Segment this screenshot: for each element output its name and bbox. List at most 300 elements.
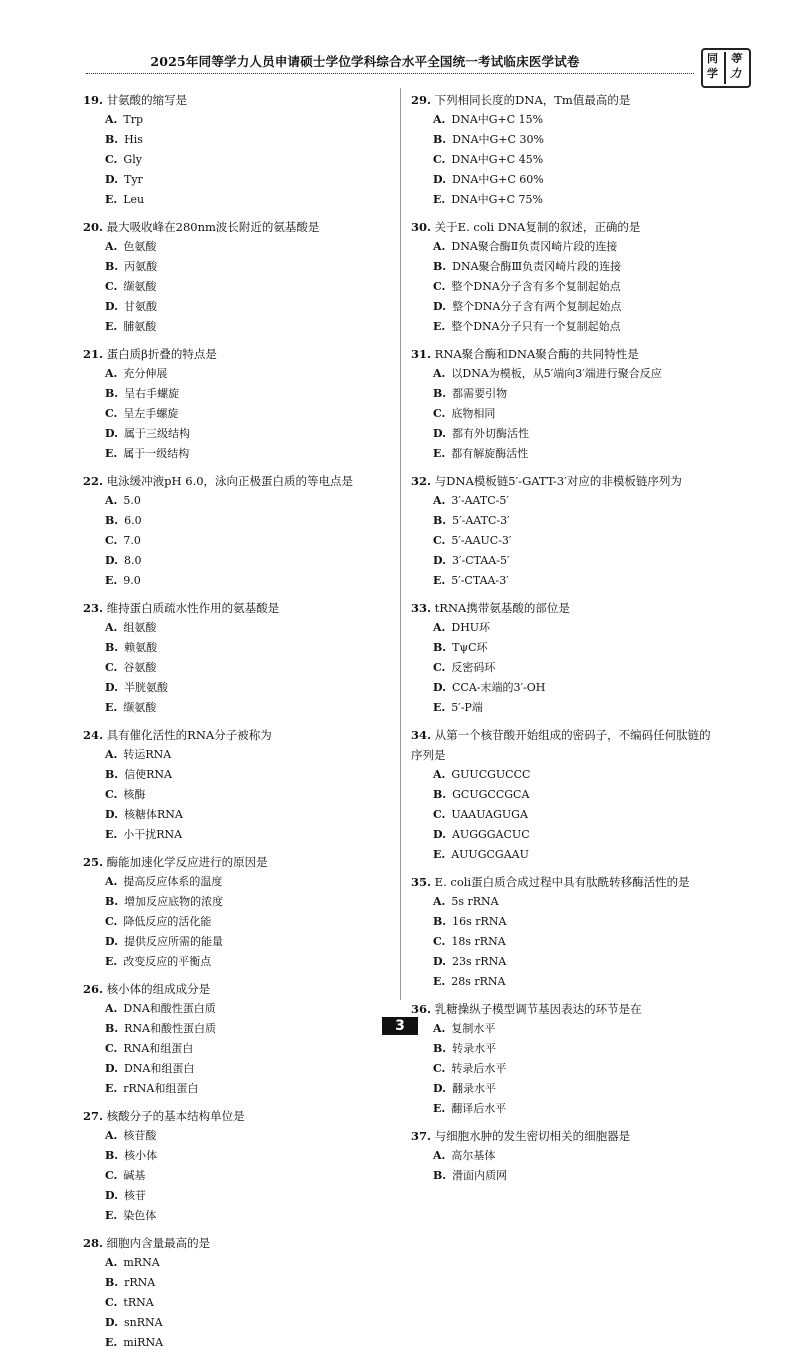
question-gap bbox=[411, 992, 711, 999]
option-d bbox=[105, 678, 255, 698]
question-stem bbox=[83, 725, 388, 745]
option-text: 赖氨酸 bbox=[124, 641, 158, 654]
question-33 bbox=[411, 598, 711, 718]
option-letter: C. bbox=[433, 808, 446, 821]
question-34 bbox=[411, 725, 711, 865]
option-letter: E. bbox=[433, 848, 446, 861]
option-letter: B. bbox=[433, 514, 447, 527]
question-22 bbox=[83, 471, 388, 591]
option-text: 半胱氨酸 bbox=[123, 681, 168, 694]
question-37 bbox=[411, 1126, 711, 1186]
option-a bbox=[433, 364, 703, 384]
question-32 bbox=[411, 471, 711, 591]
option-text: DNA中G+C 15% bbox=[451, 113, 544, 126]
option-letter: D. bbox=[105, 427, 118, 440]
question-gap bbox=[411, 718, 711, 725]
option-b bbox=[105, 130, 255, 150]
option-letter: E. bbox=[105, 1082, 118, 1095]
publisher-logo bbox=[701, 48, 751, 88]
question-gap bbox=[411, 337, 711, 344]
option-letter: C. bbox=[105, 407, 118, 420]
option-text: 都有外切酶活性 bbox=[451, 427, 529, 440]
option-b bbox=[433, 511, 583, 531]
question-number: 19. bbox=[83, 93, 104, 107]
option-letter: E. bbox=[105, 701, 118, 714]
option-text: AUUGCGAAU bbox=[451, 848, 529, 861]
option-text: Leu bbox=[123, 193, 145, 206]
option-text: RNA和组蛋白 bbox=[123, 1042, 194, 1055]
option-e bbox=[105, 1079, 385, 1099]
option-letter: A. bbox=[433, 1022, 446, 1035]
option-text: 5.0 bbox=[123, 494, 141, 507]
option-list bbox=[411, 1146, 711, 1186]
question-text: tRNA携带氨基酸的部位是 bbox=[434, 601, 570, 615]
option-text: GUUCGUCCC bbox=[451, 768, 531, 781]
option-text: DNA中G+C 75% bbox=[451, 193, 543, 206]
option-letter: A. bbox=[105, 748, 118, 761]
question-stem bbox=[411, 999, 711, 1019]
option-letter: B. bbox=[105, 895, 119, 908]
option-letter: D. bbox=[105, 554, 118, 567]
option-text: 7.0 bbox=[123, 534, 141, 547]
option-e bbox=[433, 571, 703, 591]
option-letter: B. bbox=[433, 1169, 447, 1182]
question-stem bbox=[411, 872, 711, 892]
option-text: 翻译后水平 bbox=[451, 1102, 507, 1115]
option-letter: D. bbox=[105, 300, 118, 313]
header-dotted-rule bbox=[86, 73, 694, 74]
option-text: DNA中G+C 30% bbox=[452, 133, 544, 146]
option-e bbox=[105, 1206, 385, 1226]
option-c bbox=[105, 912, 385, 932]
option-text: 小干扰RNA bbox=[123, 828, 183, 841]
option-letter: B. bbox=[105, 1276, 119, 1289]
question-number: 28. bbox=[83, 1236, 104, 1250]
option-letter: D. bbox=[433, 828, 446, 841]
option-letter: E. bbox=[433, 1102, 446, 1115]
question-gap bbox=[411, 1119, 711, 1126]
option-a bbox=[105, 1253, 255, 1273]
option-e bbox=[433, 444, 703, 464]
question-number: 26. bbox=[83, 982, 104, 996]
option-d bbox=[105, 805, 255, 825]
option-c bbox=[433, 805, 583, 825]
option-letter: C. bbox=[433, 407, 446, 420]
question-gap bbox=[411, 865, 711, 872]
option-text: DHU环 bbox=[451, 621, 491, 634]
option-text: RNA和酸性蛋白质 bbox=[124, 1022, 216, 1035]
question-35 bbox=[411, 872, 711, 992]
option-d bbox=[433, 424, 703, 444]
option-d bbox=[433, 952, 583, 972]
question-gap bbox=[83, 337, 388, 344]
option-text: 28s rRNA bbox=[451, 975, 506, 988]
option-letter: A. bbox=[105, 1129, 118, 1142]
option-letter: A. bbox=[105, 367, 118, 380]
option-text: 核糖体RNA bbox=[123, 808, 183, 821]
option-letter: E. bbox=[433, 574, 446, 587]
option-letter: E. bbox=[433, 320, 446, 333]
option-b bbox=[433, 257, 703, 277]
question-gap bbox=[83, 464, 388, 471]
question-number: 22. bbox=[83, 474, 104, 488]
option-d bbox=[433, 825, 583, 845]
option-e bbox=[105, 698, 385, 718]
option-e bbox=[105, 317, 385, 337]
option-letter: D. bbox=[105, 1316, 118, 1329]
option-list bbox=[411, 237, 711, 337]
option-list bbox=[83, 491, 388, 591]
option-c bbox=[105, 1039, 385, 1059]
option-letter: B. bbox=[433, 788, 447, 801]
option-d bbox=[105, 424, 255, 444]
option-letter: D. bbox=[105, 1189, 118, 1202]
option-letter: C. bbox=[105, 788, 118, 801]
option-text: 碱基 bbox=[123, 1169, 146, 1182]
question-stem bbox=[411, 90, 711, 110]
option-letter: C. bbox=[433, 280, 446, 293]
option-e bbox=[105, 952, 385, 972]
option-letter: E. bbox=[105, 955, 118, 968]
question-text: 关于E. coli DNA复制的叙述，正确的是 bbox=[434, 220, 641, 234]
option-letter: A. bbox=[433, 621, 446, 634]
question-gap bbox=[83, 1099, 388, 1106]
option-e bbox=[433, 972, 703, 992]
question-number: 37. bbox=[411, 1129, 432, 1143]
option-letter: A. bbox=[105, 240, 118, 253]
option-letter: A. bbox=[105, 494, 118, 507]
option-letter: D. bbox=[433, 173, 446, 186]
question-text: 甘氨酸的缩写是 bbox=[106, 93, 188, 107]
option-letter: B. bbox=[105, 133, 119, 146]
option-d bbox=[105, 1186, 255, 1206]
option-text: 改变反应的平衡点 bbox=[123, 955, 212, 968]
option-b bbox=[433, 1166, 583, 1186]
option-text: 核小体 bbox=[124, 1149, 158, 1162]
option-text: 都需要引物 bbox=[452, 387, 508, 400]
option-a bbox=[433, 1146, 583, 1166]
question-gap bbox=[83, 210, 388, 217]
option-d bbox=[433, 678, 703, 698]
option-b bbox=[105, 1146, 255, 1166]
option-letter: C. bbox=[105, 1169, 118, 1182]
option-c bbox=[433, 277, 703, 297]
option-c bbox=[105, 150, 255, 170]
page-header-title: 2025年同等学力人员申请硕士学位学科综合水平全国统一考试临床医学试卷 bbox=[150, 54, 580, 69]
option-list bbox=[83, 237, 388, 337]
question-28 bbox=[83, 1233, 388, 1353]
option-letter: C. bbox=[105, 1042, 118, 1055]
option-text: miRNA bbox=[123, 1336, 164, 1349]
question-number: 25. bbox=[83, 855, 104, 869]
option-list bbox=[411, 110, 711, 210]
option-text: 转录水平 bbox=[452, 1042, 497, 1055]
option-text: 整个DNA分子含有多个复制起始点 bbox=[451, 280, 621, 293]
question-19 bbox=[83, 90, 388, 210]
option-e bbox=[105, 190, 385, 210]
left-column bbox=[83, 90, 388, 1360]
option-text: 复制水平 bbox=[451, 1022, 496, 1035]
option-a bbox=[105, 745, 255, 765]
option-text: 谷氨酸 bbox=[123, 661, 157, 674]
option-a bbox=[433, 491, 583, 511]
option-c bbox=[105, 1293, 255, 1313]
question-text: RNA聚合酶和DNA聚合酶的共同特性是 bbox=[434, 347, 639, 361]
option-b bbox=[105, 892, 385, 912]
question-gap bbox=[83, 1226, 388, 1233]
option-b bbox=[105, 765, 255, 785]
option-e bbox=[105, 1333, 385, 1353]
question-gap bbox=[411, 1186, 711, 1193]
option-a bbox=[433, 110, 703, 130]
option-letter: C. bbox=[105, 280, 118, 293]
question-text: 核酸分子的基本结构单位是 bbox=[106, 1109, 245, 1123]
question-text: 与细胞水肿的发生密切相关的细胞器是 bbox=[434, 1129, 631, 1143]
option-text: 充分伸展 bbox=[123, 367, 168, 380]
option-letter: B. bbox=[105, 641, 119, 654]
option-list bbox=[83, 999, 388, 1099]
option-text: 降低反应的活化能 bbox=[123, 915, 212, 928]
option-letter: D. bbox=[433, 427, 446, 440]
option-d bbox=[433, 170, 703, 190]
option-a bbox=[105, 491, 255, 511]
question-number: 34. bbox=[411, 728, 432, 742]
option-c bbox=[433, 150, 703, 170]
option-text: 属于一级结构 bbox=[123, 447, 190, 460]
option-a bbox=[433, 765, 583, 785]
option-c bbox=[433, 404, 703, 424]
option-text: AUGGGACUC bbox=[451, 828, 530, 841]
option-list bbox=[83, 110, 388, 210]
option-text: 9.0 bbox=[123, 574, 141, 587]
option-text: 23s rRNA bbox=[451, 955, 507, 968]
option-letter: C. bbox=[433, 661, 446, 674]
option-letter: B. bbox=[433, 1042, 447, 1055]
question-text: 核小体的组成成分是 bbox=[106, 982, 211, 996]
question-number: 27. bbox=[83, 1109, 104, 1123]
option-d bbox=[105, 170, 255, 190]
option-text: 都有解旋酶活性 bbox=[451, 447, 529, 460]
option-text: 8.0 bbox=[123, 554, 142, 567]
option-text: mRNA bbox=[123, 1256, 160, 1269]
logo-char: 同 bbox=[707, 52, 718, 65]
option-letter: B. bbox=[105, 1149, 119, 1162]
option-text: Gly bbox=[123, 153, 142, 166]
question-text: 与DNA模板链5′-GATT-3′对应的非模板链序列为 bbox=[434, 474, 682, 488]
option-a bbox=[433, 618, 703, 638]
option-a bbox=[433, 892, 583, 912]
question-text: 维持蛋白质疏水性作用的氨基酸是 bbox=[106, 601, 280, 615]
question-number: 36. bbox=[411, 1002, 432, 1016]
option-letter: D. bbox=[105, 681, 118, 694]
option-text: GCUGCCGCA bbox=[452, 788, 530, 801]
option-text: 甘氨酸 bbox=[123, 300, 157, 313]
question-stem bbox=[83, 344, 388, 364]
option-c bbox=[105, 531, 255, 551]
question-stem bbox=[411, 598, 711, 618]
option-a bbox=[433, 1019, 583, 1039]
option-text: snRNA bbox=[123, 1316, 163, 1329]
option-e bbox=[433, 698, 703, 718]
option-list bbox=[411, 765, 711, 865]
question-number: 30. bbox=[411, 220, 432, 234]
question-21 bbox=[83, 344, 388, 464]
question-gap bbox=[83, 845, 388, 852]
option-e bbox=[105, 444, 385, 464]
question-stem bbox=[411, 217, 711, 237]
option-list bbox=[83, 872, 388, 972]
option-list bbox=[83, 364, 388, 464]
question-31 bbox=[411, 344, 711, 464]
question-stem bbox=[411, 471, 711, 491]
option-letter: B. bbox=[433, 260, 447, 273]
question-number: 24. bbox=[83, 728, 104, 742]
option-text: 脯氨酸 bbox=[123, 320, 157, 333]
option-text: 核苷酸 bbox=[123, 1129, 157, 1142]
option-b bbox=[105, 1019, 385, 1039]
question-27 bbox=[83, 1106, 388, 1226]
column-divider bbox=[400, 88, 401, 1000]
option-text: TψC环 bbox=[452, 641, 488, 654]
question-25 bbox=[83, 852, 388, 972]
question-gap bbox=[83, 718, 388, 725]
option-b bbox=[105, 511, 255, 531]
question-stem bbox=[411, 725, 711, 765]
option-e bbox=[433, 845, 703, 865]
option-list bbox=[411, 618, 711, 718]
option-text: 3′-CTAA-5′ bbox=[451, 554, 510, 567]
option-text: DNA中G+C 60% bbox=[451, 173, 544, 186]
option-c bbox=[105, 404, 255, 424]
question-gap bbox=[83, 1353, 388, 1360]
option-a bbox=[105, 618, 255, 638]
question-26 bbox=[83, 979, 388, 1099]
option-letter: A. bbox=[433, 768, 446, 781]
option-text: 呈左手螺旋 bbox=[123, 407, 179, 420]
option-letter: B. bbox=[433, 915, 447, 928]
option-text: 5′-P端 bbox=[451, 701, 483, 714]
option-letter: E. bbox=[433, 447, 446, 460]
option-c bbox=[433, 932, 583, 952]
question-text: 细胞内含量最高的是 bbox=[106, 1236, 211, 1250]
option-letter: B. bbox=[105, 514, 119, 527]
option-e bbox=[105, 571, 385, 591]
option-a bbox=[105, 872, 385, 892]
page-number: 3 bbox=[382, 1017, 418, 1035]
option-c bbox=[433, 531, 583, 551]
option-text: UAAUAGUGA bbox=[451, 808, 528, 821]
option-text: 高尔基体 bbox=[451, 1149, 496, 1162]
option-text: 滑面内质网 bbox=[452, 1169, 508, 1182]
option-letter: C. bbox=[433, 534, 446, 547]
option-letter: E. bbox=[105, 193, 118, 206]
question-number: 35. bbox=[411, 875, 432, 889]
option-a bbox=[433, 237, 703, 257]
option-a bbox=[105, 1126, 255, 1146]
option-text: 18s rRNA bbox=[451, 935, 506, 948]
option-text: 核苷 bbox=[123, 1189, 146, 1202]
option-letter: D. bbox=[105, 808, 118, 821]
option-text: 5′-CTAA-3′ bbox=[451, 574, 509, 587]
question-30 bbox=[411, 217, 711, 337]
question-20 bbox=[83, 217, 388, 337]
option-list bbox=[411, 364, 711, 464]
question-stem bbox=[83, 598, 388, 618]
option-a bbox=[105, 999, 385, 1019]
question-stem bbox=[83, 1106, 388, 1126]
option-text: DNA聚合酶Ⅲ负责冈崎片段的连接 bbox=[452, 260, 622, 273]
option-letter: E. bbox=[433, 701, 446, 714]
option-letter: E. bbox=[105, 828, 118, 841]
question-text: E. coli蛋白质合成过程中具有肽酰转移酶活性的是 bbox=[434, 875, 690, 889]
question-stem bbox=[83, 979, 388, 999]
option-text: 增加反应底物的浓度 bbox=[124, 895, 224, 908]
option-b bbox=[105, 257, 255, 277]
question-stem bbox=[83, 471, 388, 491]
question-29 bbox=[411, 90, 711, 210]
option-letter: B. bbox=[433, 133, 447, 146]
question-text: 具有催化活性的RNA分子被称为 bbox=[106, 728, 272, 742]
option-letter: B. bbox=[433, 641, 447, 654]
option-letter: D. bbox=[105, 173, 118, 186]
option-letter: A. bbox=[105, 875, 118, 888]
option-text: His bbox=[124, 133, 143, 146]
option-text: 提高反应体系的温度 bbox=[123, 875, 223, 888]
option-text: DNA和组蛋白 bbox=[123, 1062, 195, 1075]
option-text: CCA-末端的3′-OH bbox=[451, 681, 546, 694]
question-number: 32. bbox=[411, 474, 432, 488]
option-text: 以DNA为模板，从5′端向3′端进行聚合反应 bbox=[451, 367, 662, 380]
question-stem bbox=[83, 852, 388, 872]
question-23 bbox=[83, 598, 388, 718]
option-list bbox=[83, 1253, 388, 1353]
option-c bbox=[105, 658, 255, 678]
question-stem bbox=[411, 344, 711, 364]
question-number: 29. bbox=[411, 93, 432, 107]
question-stem bbox=[83, 217, 388, 237]
option-text: 5s rRNA bbox=[451, 895, 499, 908]
option-b bbox=[433, 1039, 583, 1059]
option-b bbox=[105, 384, 255, 404]
option-letter: A. bbox=[433, 494, 446, 507]
option-letter: A. bbox=[433, 113, 446, 126]
question-gap bbox=[411, 210, 711, 217]
option-letter: C. bbox=[105, 915, 118, 928]
option-text: 整个DNA分子只有一个复制起始点 bbox=[451, 320, 621, 333]
option-letter: A. bbox=[433, 1149, 446, 1162]
question-stem bbox=[83, 90, 388, 110]
option-letter: C. bbox=[105, 153, 118, 166]
option-letter: E. bbox=[105, 1336, 118, 1349]
option-b bbox=[433, 785, 583, 805]
option-text: 6.0 bbox=[124, 514, 142, 527]
option-e bbox=[105, 825, 385, 845]
option-letter: E. bbox=[433, 193, 446, 206]
question-number: 20. bbox=[83, 220, 104, 234]
option-c bbox=[433, 1059, 583, 1079]
option-letter: A. bbox=[105, 1256, 118, 1269]
option-text: Trp bbox=[123, 113, 144, 126]
option-list bbox=[411, 892, 711, 992]
question-24 bbox=[83, 725, 388, 845]
option-list bbox=[83, 745, 388, 845]
question-gap bbox=[411, 591, 711, 598]
question-gap bbox=[83, 972, 388, 979]
question-text: 乳糖操纵子模型调节基因表达的环节是在 bbox=[434, 1002, 642, 1016]
option-b bbox=[433, 912, 583, 932]
question-number: 21. bbox=[83, 347, 104, 361]
option-letter: A. bbox=[433, 895, 446, 908]
